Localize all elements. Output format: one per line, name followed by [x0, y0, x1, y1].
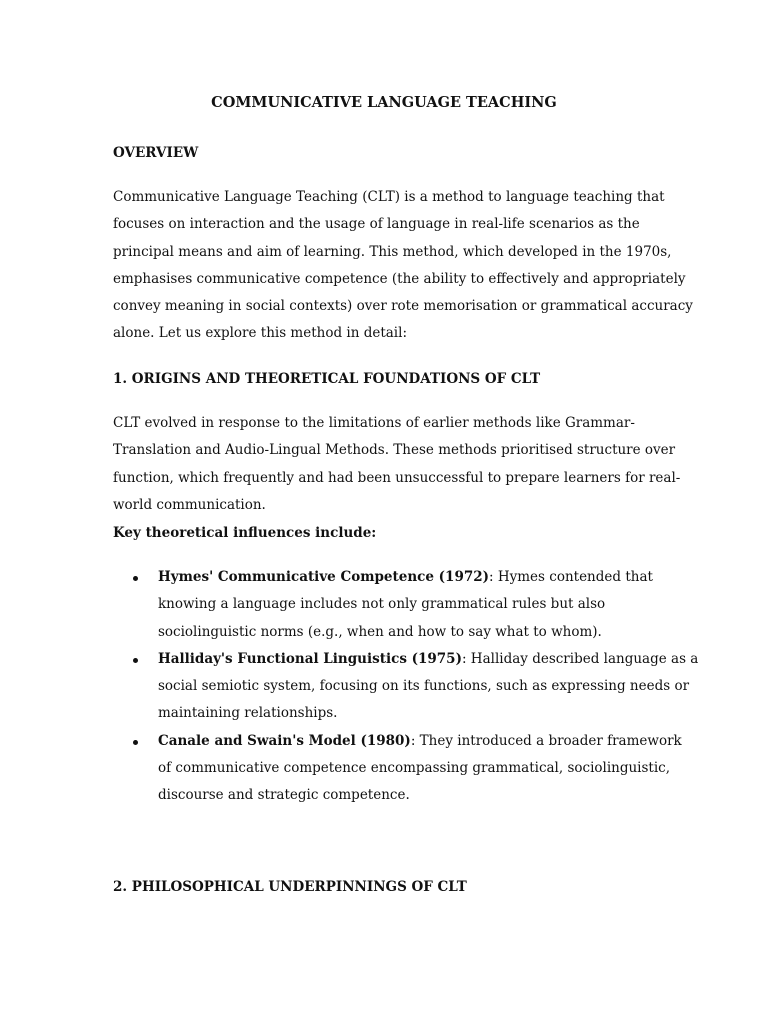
section1-line: world communication. [113, 496, 266, 513]
bullet-icon [133, 658, 138, 663]
bullet-icon [133, 576, 138, 581]
overview-line: Communicative Language Teaching (CLT) is a method to language teaching that [113, 189, 665, 205]
section1-line: CLT evolved in response to the limitations of earlier methods like Grammar- [113, 415, 635, 431]
bullet-line: sociolinguistic norms (e.g., when and how to say what to whom). [158, 623, 602, 640]
overview-line: focuses on interaction and the usage of language in real-life scenarios as the [113, 216, 640, 233]
bullet-line: maintaining relationships. [158, 705, 338, 722]
bullet-line: social semiotic system, focusing on its functions, such as expressing needs or [158, 678, 690, 695]
overview-heading: OVERVIEW [113, 145, 199, 161]
overview-line: convey meaning in social contexts) over rote memorisation or grammatical accuracy [113, 298, 693, 315]
bullet-title: Hymes' Communicative Competence (1972) [158, 569, 490, 585]
bullet-title: Halliday's Functional Linguistics (1975) [158, 650, 462, 667]
bullet-icon [133, 740, 138, 745]
list-item [113, 564, 673, 646]
section1-heading: 1. ORIGINS AND THEORETICAL FOUNDATIONS OF CLT [113, 371, 541, 387]
bullet-line: knowing a language includes not only grammatical rules but also [158, 596, 606, 613]
key-influences-label: Key theoretical influences include: [113, 525, 377, 541]
section1-line: Translation and Audio-Lingual Methods. These methods prioritised structure over [113, 442, 676, 459]
influences-list [113, 564, 699, 810]
bullet-text: : Halliday described language as a [461, 650, 699, 667]
list-item [113, 646, 699, 728]
bullet-text: : They introduced a broader framework [410, 732, 682, 749]
bullet-first-line [158, 646, 699, 673]
overview-line: principal means and aim of learning. This method, which developed in the 1970s, [113, 243, 672, 260]
bullet-first-line [158, 564, 673, 591]
bullet-line: discourse and strategic competence. [158, 787, 410, 804]
section2-heading: 2. PHILOSOPHICAL UNDERPINNINGS OF CLT [113, 879, 467, 895]
list-item [113, 728, 682, 810]
bullet-first-line [158, 728, 682, 755]
document-title: COMMUNICATIVE LANGUAGE TEACHING [211, 94, 557, 111]
overview-line: alone. Let us explore this method in detail: [113, 325, 407, 342]
overview-paragraph [113, 184, 693, 348]
bullet-line: of communicative competence encompassing grammatical, sociolinguistic, [158, 760, 671, 777]
overview-line: emphasises communicative competence (the ability to effectively and appropriately [113, 270, 686, 287]
bullet-text: : Hymes contended that [489, 569, 653, 585]
section1-paragraph [113, 410, 681, 519]
bullet-title: Canale and Swain's Model (1980) [158, 732, 411, 749]
section1-line: function, which frequently and had been unsuccessful to prepare learners for real- [113, 469, 681, 486]
